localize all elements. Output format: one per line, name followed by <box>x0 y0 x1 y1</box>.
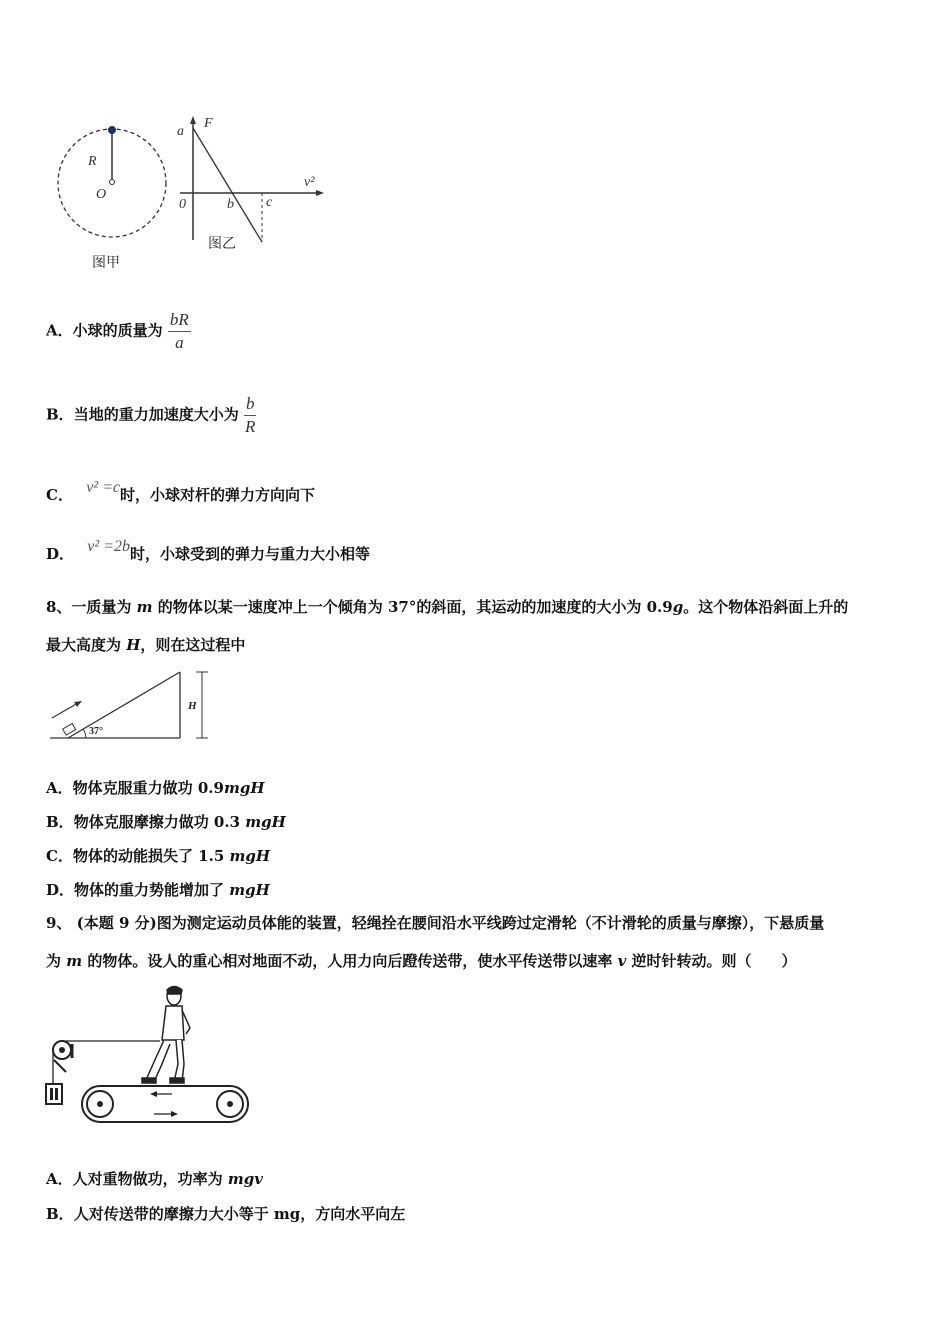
option-text: 时，小球对杆的弹力方向向下 <box>119 486 315 504</box>
incline-slope <box>68 672 180 738</box>
y-axis-arrow <box>190 116 196 124</box>
frac-den: R <box>244 417 256 436</box>
pulley-bracket <box>54 1060 66 1072</box>
figure-7 <box>40 110 340 280</box>
center-point <box>110 180 115 185</box>
label-b: b <box>227 197 234 212</box>
conveyor-belt <box>82 1086 248 1122</box>
label-a: a <box>177 124 184 139</box>
option-letter: B． <box>46 405 74 424</box>
figure-9-treadmill <box>42 984 254 1128</box>
option-text: 时，小球受到的弹力与重力大小相等 <box>129 545 370 563</box>
q9-option-b: B．人对传送带的摩擦力大小等于 mg，方向水平向左 <box>46 1205 406 1223</box>
q8-option-a: A．物体克服重力做功 0.9mgH <box>46 779 265 797</box>
option-letter: D． <box>46 545 75 563</box>
weight <box>46 1084 62 1104</box>
q9-line-2: 为 m 的物体。设人的重心相对地面不动，人用力向后蹬传送带，使水平传送带以速率 v 逆时针转动。则（ ） <box>46 952 797 970</box>
option-text: 小球的质量为 <box>72 321 163 340</box>
caption-right: 图乙 <box>208 237 236 252</box>
q8-line-2: 最大高度为 H，则在这过程中 <box>46 636 246 654</box>
label-O: O <box>96 187 107 202</box>
fraction-bR-over-a <box>168 310 191 353</box>
q7-option-d <box>46 538 370 564</box>
caption-left: 图甲 <box>92 256 120 271</box>
person <box>142 987 190 1084</box>
label-37deg: 37° <box>89 726 103 737</box>
option-letter: C． <box>46 486 73 504</box>
q9-option-a: A．人对重物做功，功率为 mgv <box>46 1170 263 1188</box>
q9-line-1: 9、 (本题 9 分)图为测定运动员体能的装置，轻绳拴在腰间沿水平线跨过定滑轮（不计滑轮的质量与摩擦），下悬质量 <box>46 914 825 932</box>
q8-line-1: 8、一质量为 m 的物体以某一速度冲上一个倾角为 37°的斜面，其运动的加速度的大小为 0.9g。这个物体沿斜面上升的 <box>46 598 849 616</box>
option-text: 当地的重力加速度大小为 <box>73 405 239 424</box>
q8-option-c: C．物体的动能损失了 1.5 mgH <box>46 847 271 865</box>
velocity-arrow <box>52 703 78 718</box>
block <box>63 724 76 736</box>
angle-arc <box>83 729 86 738</box>
label-c: c <box>266 195 273 210</box>
q7-option-c <box>46 479 315 505</box>
q8-option-b: B．物体克服摩擦力做功 0.3 mgH <box>46 813 286 831</box>
q8-option-d: D．物体的重力势能增加了 mgH <box>46 881 270 899</box>
math-expression: v² =2b <box>87 538 130 555</box>
figure-8-incline <box>40 662 220 746</box>
q7-option-a <box>46 310 191 353</box>
frac-num: bR <box>168 310 191 332</box>
label-R: R <box>88 154 97 169</box>
graph-line <box>193 128 262 242</box>
label-0: 0 <box>179 197 186 212</box>
label-v2: v² <box>304 175 315 190</box>
option-letter: A． <box>46 321 73 340</box>
frac-num: b <box>244 394 257 416</box>
ball <box>108 126 116 134</box>
q8-stem <box>46 588 916 664</box>
math-expression: v² =c <box>86 479 120 496</box>
fraction-b-over-R <box>244 394 257 437</box>
label-F: F <box>204 116 213 131</box>
frac-den: a <box>175 333 184 352</box>
q9-stem <box>46 904 916 980</box>
x-axis-arrow <box>316 190 324 196</box>
q7-option-b <box>46 394 256 437</box>
label-H: H <box>188 700 197 712</box>
